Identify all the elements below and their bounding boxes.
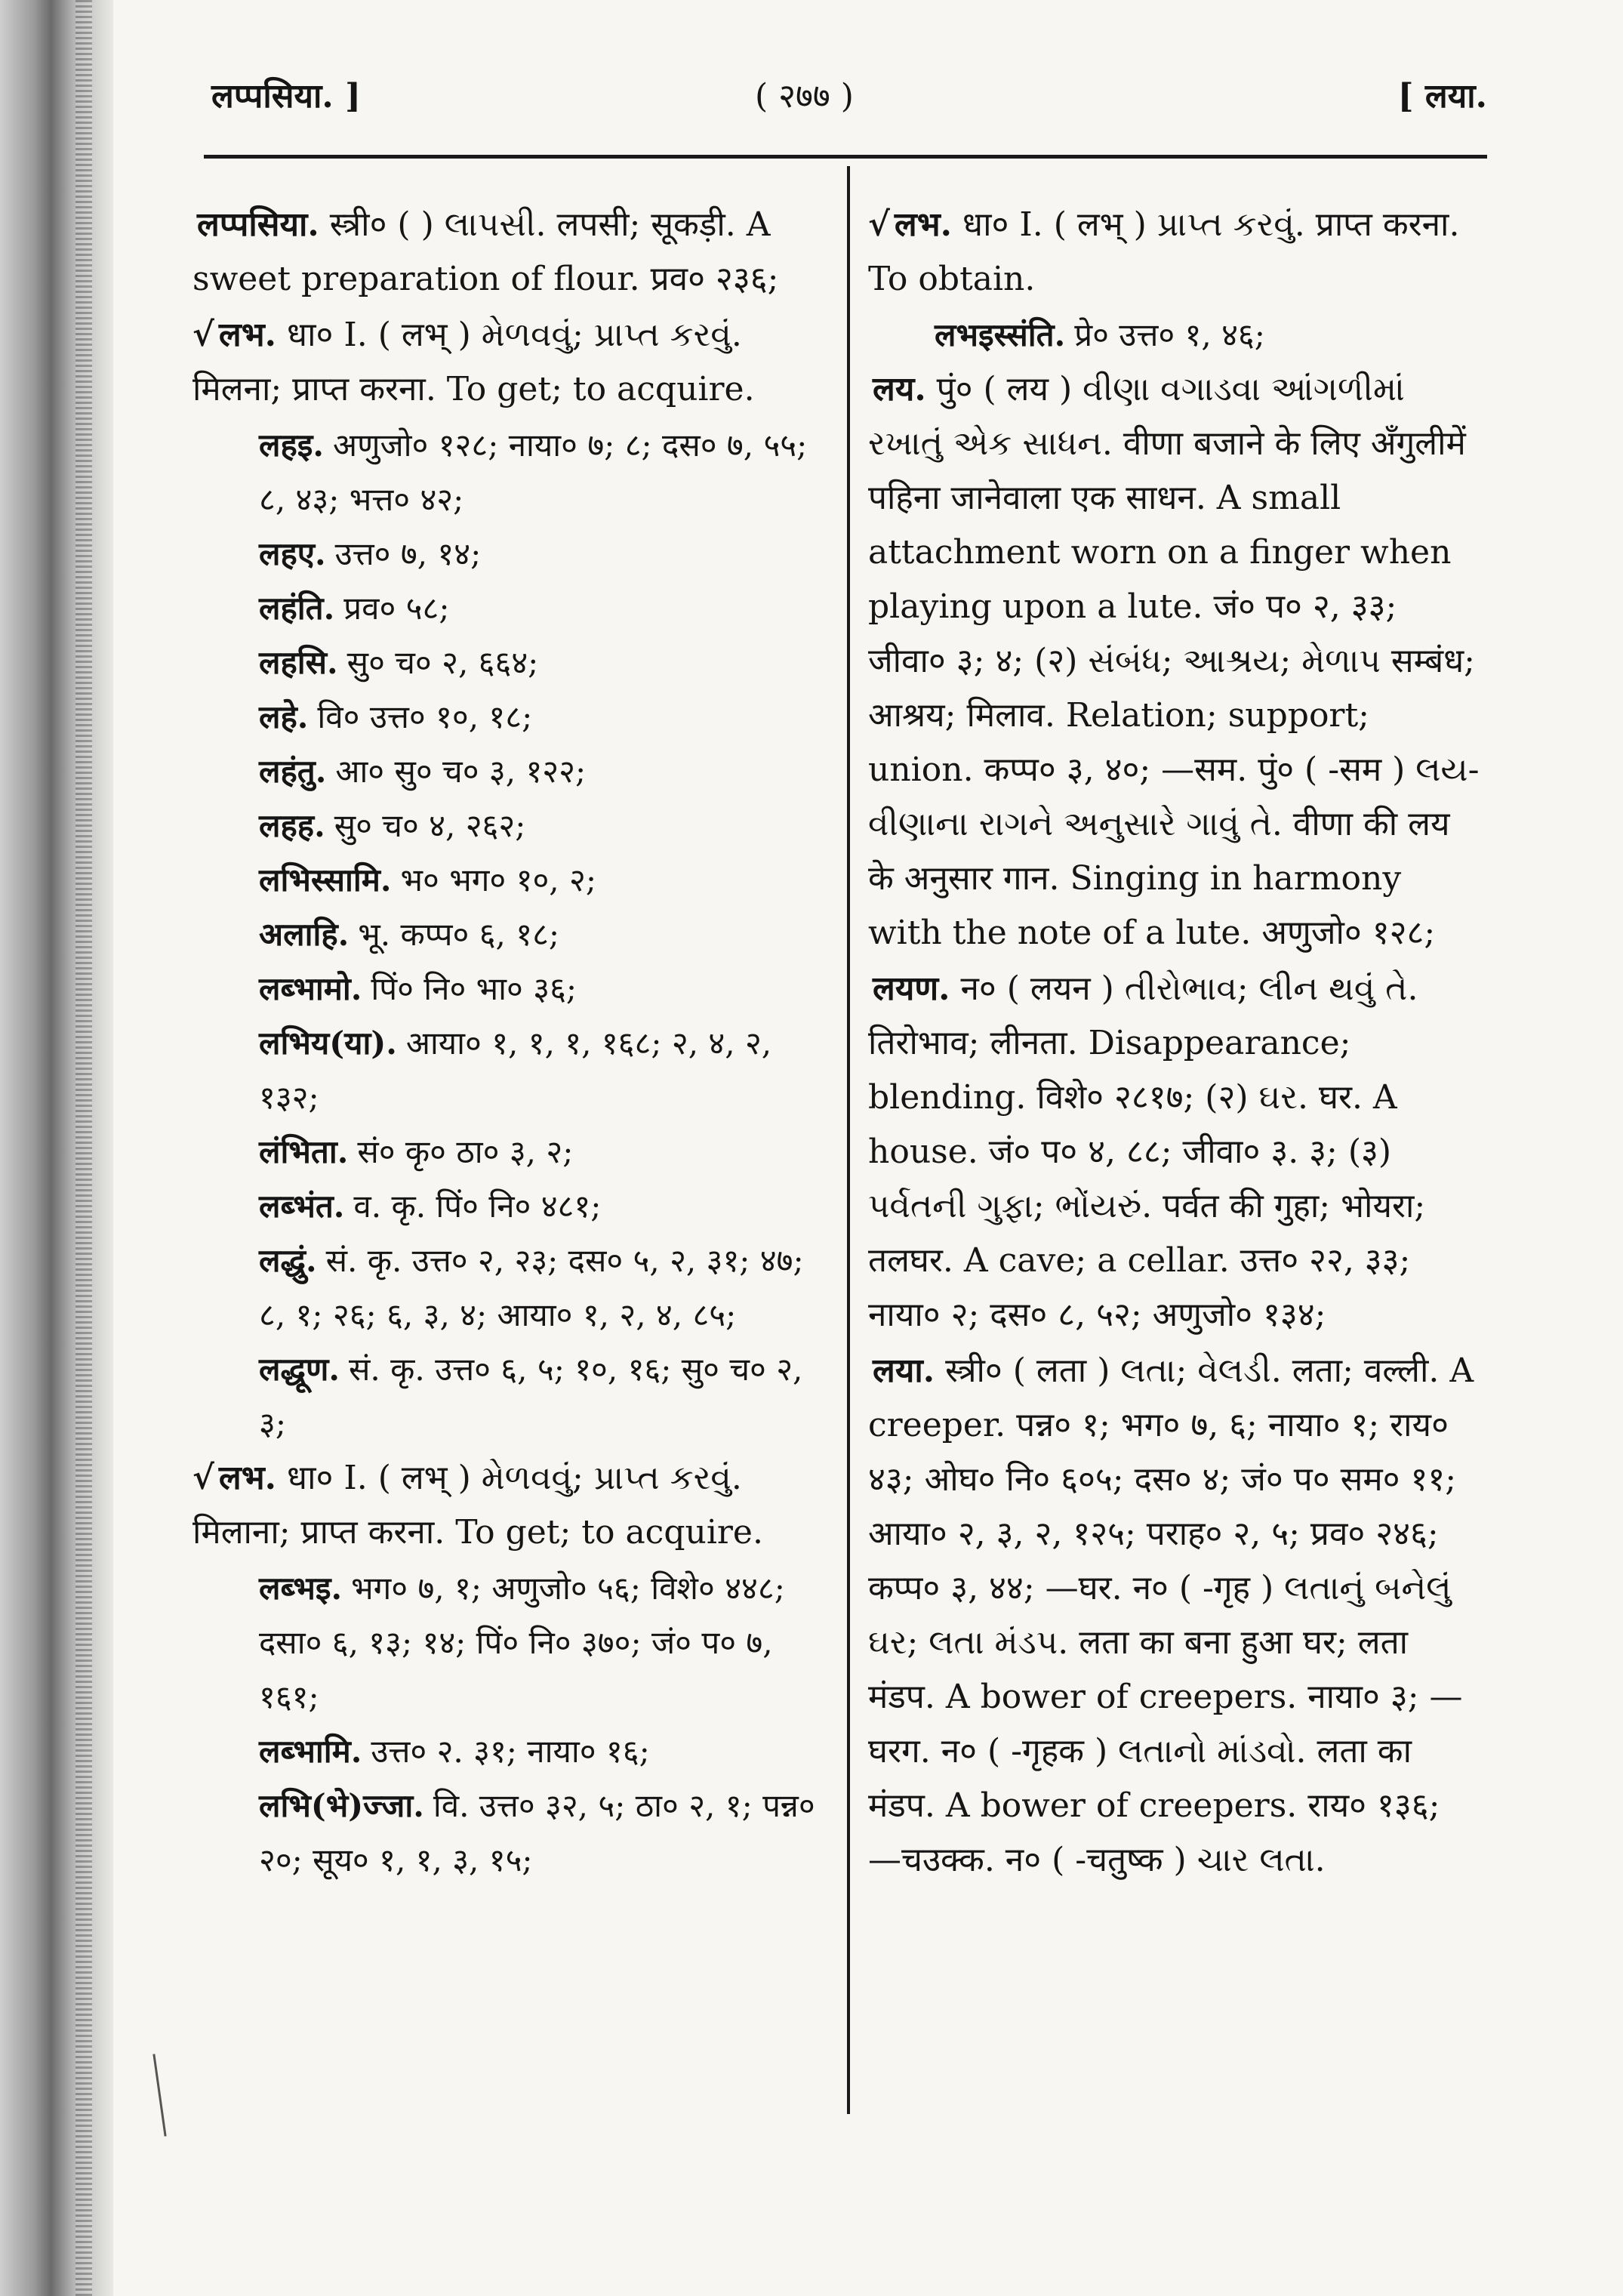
inflected-form-entry [192,853,830,908]
inflected-form-entry [868,308,1483,362]
inflected-form-entry [192,527,830,581]
inflected-form: लब्भंत. [259,1188,345,1225]
form-references: वि. उत्त० ३२, ५; ठा० २, १; पन्न० २०; सूय० १, १, ३, १५; [259,1787,815,1878]
dictionary-entry [868,1344,1483,1888]
inflected-form: लभिय(या). [259,1025,397,1062]
inflected-form-entry [192,1234,830,1342]
dictionary-entry [192,1451,830,1560]
left-column [192,198,830,1888]
inflected-form: लहसि. [259,644,338,681]
form-references: प्रव० ५८; [343,590,450,627]
form-references: उत्त० ७, १४; [334,535,482,572]
inflected-form: लहइ. [259,427,325,464]
inflected-form-entry [192,962,830,1016]
header-rule [204,155,1487,159]
inflected-form: लब्भइ. [259,1570,343,1607]
check-mark: √ [192,1459,214,1497]
form-references: सं० कृ० ठा० ३, २; [357,1133,574,1170]
header-right-guideword: [ लया. [1397,77,1487,116]
inflected-form-entry [192,418,830,527]
right-column [868,198,1483,1889]
page-number: ( २७७ ) [755,77,854,116]
inflected-form-entry [192,799,830,853]
inflected-form: अलाहि. [259,916,350,953]
inflected-form: लभिस्सामि. [259,861,392,898]
column-divider [847,166,850,2114]
inflected-form: लंभिता. [259,1133,349,1170]
form-references: व. कृ. पिं० नि० ४८१; [353,1188,602,1225]
entry-definition: स्त्री० ( लता ) લતા; વેલડી. लता; वल्ली. A creeper. पन्न० १; भग० ७, ६; नाया० १; राय० ४३; ओघ० नि० ६०५; दस० ४; जं० प० सम० ११; आया० २, ३, २, १२५; पराह० २, ५; प्रव० २४६; कप्प० ३, ४४; —घर. न० ( -गृह ) લતાનું બનેલું ઘર; લતા મંડપ. लता का बना हुआ घर; लता मंडप. A bower of creepers. नाया० ३; —घरग. न० ( -गृहक ) લતાનો માંડવો. लता का मंडप. A bower of creepers. राय० १३६; —चउक्क. न० ( -चतुष्क ) ચાર લતા. [868,1351,1474,1879]
form-references: आया० १, १, १, १६८; २, ४, २, १३२; [259,1025,772,1116]
inflected-form-entry [192,581,830,636]
inflected-form: लब्भामो. [259,970,362,1007]
dictionary-entry [868,362,1483,960]
book-binding-shadow [0,0,113,2296]
form-references: सु० च० ४, २६२; [334,807,526,844]
inflected-form-entry [192,744,830,799]
entry-definition: धा० I. ( लभ् ) પ્રાપ્ત કરવું. प्राप्त करना. To obtain. [868,205,1460,298]
inflected-form: लहंतु. [259,753,327,790]
form-references: पिं० नि० भा० ३६; [371,970,577,1007]
check-mark: √ [868,205,890,244]
form-references: सं. कृ. उत्त० ६, ५; १०, १६; सु० च० २, ३; [259,1351,803,1442]
form-references: वि० उत्त० १०, १८; [317,698,533,735]
form-references: प्रे० उत्त० १, ४६; [1074,316,1265,353]
inflected-form: लब्भामि. [259,1733,362,1770]
entry-headword: लया. [873,1351,935,1390]
form-references: आ० सु० च० ३, १२२; [335,753,587,790]
inflected-form: लहंति. [259,590,335,627]
entry-headword: लभ. [218,316,277,354]
form-references: उत्त० २. ३१; नाया० १६; [371,1733,650,1770]
form-references: सं. कृ. उत्त० २, २३; दस० ५, २, ३१; ४७; ८, १; २६; ६, ३, ४; आया० १, २, ४, ८५; [259,1242,804,1333]
check-mark: √ [192,316,214,354]
entry-headword: लभ. [218,1459,277,1497]
inflected-form-entry [192,1561,830,1724]
dictionary-entry [192,198,830,307]
inflected-form-entry [192,1179,830,1234]
dictionary-entry [868,198,1483,307]
inflected-form-entry [192,690,830,744]
entry-headword: लभ. [894,205,953,244]
dictionary-entry [868,962,1483,1342]
inflected-form: लहए. [259,535,326,572]
form-references: भू. कप्प० ६, १८; [358,916,560,953]
inflected-form-entry [192,1125,830,1179]
inflected-form: लहह. [259,807,325,844]
entry-headword: लप्पसिया. [197,205,319,244]
inflected-form-entry [192,908,830,962]
form-references: भग० ७, १; अणुजो० ५६; विशे० ४४८; दसा० ६, १३; १४; पिं० नि० ३७०; जं० प० ७, १६१; [259,1570,785,1715]
dictionary-entry [192,308,830,417]
form-references: अणुजो० १२८; नाया० ७; ८; दस० ७, ५५; ८, ४३; भत्त० ४२; [259,427,808,518]
entry-definition: धा० I. ( लभ् ) મેળવવું; પ્રાપ્ત કરવું. मिलाना; प्राप्त करना. To get; to acquire. [192,1459,763,1552]
inflected-form: लभइस्संति. [935,316,1066,353]
form-references: सु० च० २, ६६४; [346,644,539,681]
inflected-form: लभि(भे)ज्जा. [259,1787,424,1824]
page-header [211,72,1487,132]
inflected-form: लहे. [259,698,309,735]
entry-definition: स्त्री० ( ) લાપસી. लपसी; सूकड़ी. A sweet preparation of flour. प्रव० २३६; [192,205,779,298]
inflected-form: लद्धुं. [259,1242,317,1279]
entry-headword: लय. [873,370,926,408]
inflected-form-entry [192,1342,830,1451]
inflected-form: लद्धूण. [259,1351,340,1388]
inflected-form-entry [192,1779,830,1888]
header-left-guideword: लप्पसिया. ] [211,77,361,116]
entry-headword: लयण. [873,969,950,1008]
entry-definition: पुं० ( लय ) વીણા વગાડવા આંગળીમાં રખાતું એક સાધન. वीणा बजाने के लिए अँगुलीमें पहिना जानेवाला एक साधन. A small attachment worn on a finger when playing upon a lute. जं० प० २, ३३; जीवा० ३; ४; (२) સંબંધ; આશ્રય; મેળાપ सम्बंध; आश्रय; मिलाव. Relation; support; union. कप्प० ३, ४०; —सम. पुं० ( -सम ) લય-વીણાના રાગને અનુસારે ગાવું તે. वीणा की लय के अनुसार गान. Singing in harmony with the note of a lute. अणुजो० १२८; [868,370,1480,952]
form-references: भ० भग० १०, २; [400,861,596,898]
margin-mark [152,2054,166,2136]
inflected-form-entry [192,1724,830,1779]
inflected-form-entry [192,1016,830,1125]
inflected-form-entry [192,636,830,690]
entry-definition: धा० I. ( लभ् ) મેળવવું; પ્રાપ્ત કરવું. मिलना; प्राप्त करना. To get; to acquire. [192,316,755,408]
entry-definition: न० ( लयन ) તીરોભાવ; લીન થવું તે. तिरोभाव; लीनता. Disappearance; blending. विशे० २८१७; (२) ઘર. घर. A house. जं० प० ४, ८८; जीवा० ३. ३; (३) પર્વતની ગુફા; ભોંયરું. पर्वत की गुहा; भोयरा; तलघर. A cave; a cellar. उत्त० २२, ३३; नाया० २; दस० ८, ५२; अणुजो० १३४; [868,969,1426,1334]
